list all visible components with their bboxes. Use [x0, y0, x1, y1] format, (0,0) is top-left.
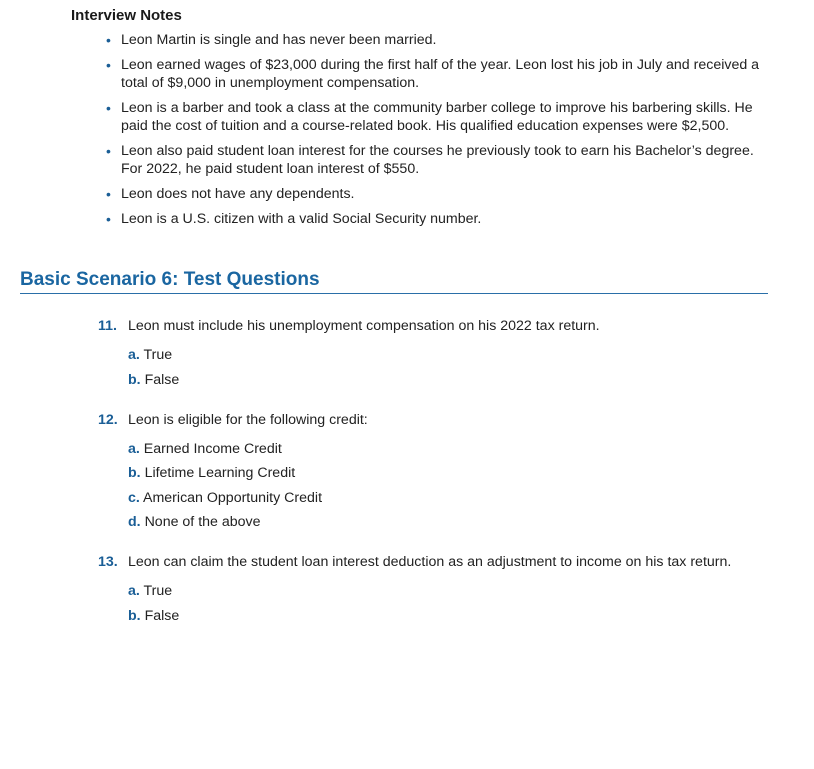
section-heading: Basic Scenario 6: Test Questions	[20, 269, 768, 294]
option-letter: c.	[128, 489, 140, 506]
answer-option-c[interactable]	[128, 489, 758, 507]
option-text: True	[143, 583, 173, 599]
option-text: None of the above	[144, 514, 261, 530]
test-questions	[98, 317, 758, 647]
question-number: 11.	[98, 318, 117, 334]
answer-option-b[interactable]	[128, 607, 758, 625]
note-item	[106, 210, 766, 228]
question-text	[98, 553, 758, 571]
question-prompt: Leon must include his unemployment compensation on his 2022 tax return.	[128, 318, 600, 334]
question-prompt: Leon can claim the student loan interest deduction as an adjustment to income on his tax return.	[128, 554, 732, 570]
option-letter: a.	[128, 583, 140, 599]
option-text: True	[143, 347, 173, 363]
answer-option-a[interactable]	[128, 346, 758, 364]
option-text: False	[144, 607, 180, 624]
answer-option-b[interactable]	[128, 371, 758, 389]
question-text	[98, 411, 758, 429]
answer-options	[128, 440, 758, 532]
question-12	[98, 411, 758, 532]
note-item	[106, 142, 766, 178]
option-letter: b.	[128, 371, 141, 388]
answer-option-d[interactable]	[128, 513, 758, 531]
note-text: Leon earned wages of $23,000 during the first half of the year. Leon lost his job in July and received a total of $9,000 in unemployment compensation.	[121, 57, 760, 91]
option-text: Earned Income Credit	[143, 440, 282, 457]
answer-options	[128, 582, 758, 625]
option-text: Lifetime Learning Credit	[144, 465, 296, 481]
bullet-icon: •	[106, 211, 111, 227]
bullet-icon: •	[106, 32, 111, 48]
answer-option-a[interactable]	[128, 582, 758, 600]
answer-options	[128, 346, 758, 389]
bullet-icon: •	[106, 186, 111, 202]
option-letter: b.	[128, 465, 141, 481]
note-item	[106, 31, 766, 49]
note-text: Leon does not have any dependents.	[121, 186, 355, 202]
interview-notes-title: Interview Notes	[71, 7, 182, 24]
option-letter: d.	[128, 514, 141, 530]
answer-option-a[interactable]	[128, 440, 758, 458]
question-11	[98, 317, 758, 389]
note-item	[106, 185, 766, 203]
note-item	[106, 99, 766, 135]
option-text: American Opportunity Credit	[143, 489, 323, 506]
note-text: Leon Martin is single and has never been married.	[121, 32, 437, 48]
question-prompt: Leon is eligible for the following credit:	[128, 411, 368, 428]
question-13	[98, 553, 758, 625]
option-letter: b.	[128, 607, 141, 624]
question-number: 13.	[98, 554, 118, 570]
note-item	[106, 56, 766, 92]
option-text: False	[144, 371, 180, 388]
note-text: Leon is a U.S. citizen with a valid Social Security number.	[121, 211, 482, 227]
bullet-icon: •	[106, 57, 111, 73]
note-text: Leon is a barber and took a class at the community barber college to improve his barbering skills. He paid the cost of tuition and a course-related book. His qualified education expenses were $2,500.	[121, 100, 753, 134]
question-number: 12.	[98, 411, 118, 428]
note-text: Leon also paid student loan interest for the courses he previously took to earn his Bachelor’s degree. For 2022, he paid student loan interest of $550.	[121, 143, 754, 177]
option-letter: a.	[128, 440, 140, 457]
bullet-icon: •	[106, 143, 111, 159]
bullet-icon: •	[106, 100, 111, 116]
option-letter: a.	[128, 347, 140, 363]
answer-option-b[interactable]	[128, 464, 758, 482]
interview-notes-list	[106, 31, 766, 235]
question-text	[98, 317, 758, 335]
